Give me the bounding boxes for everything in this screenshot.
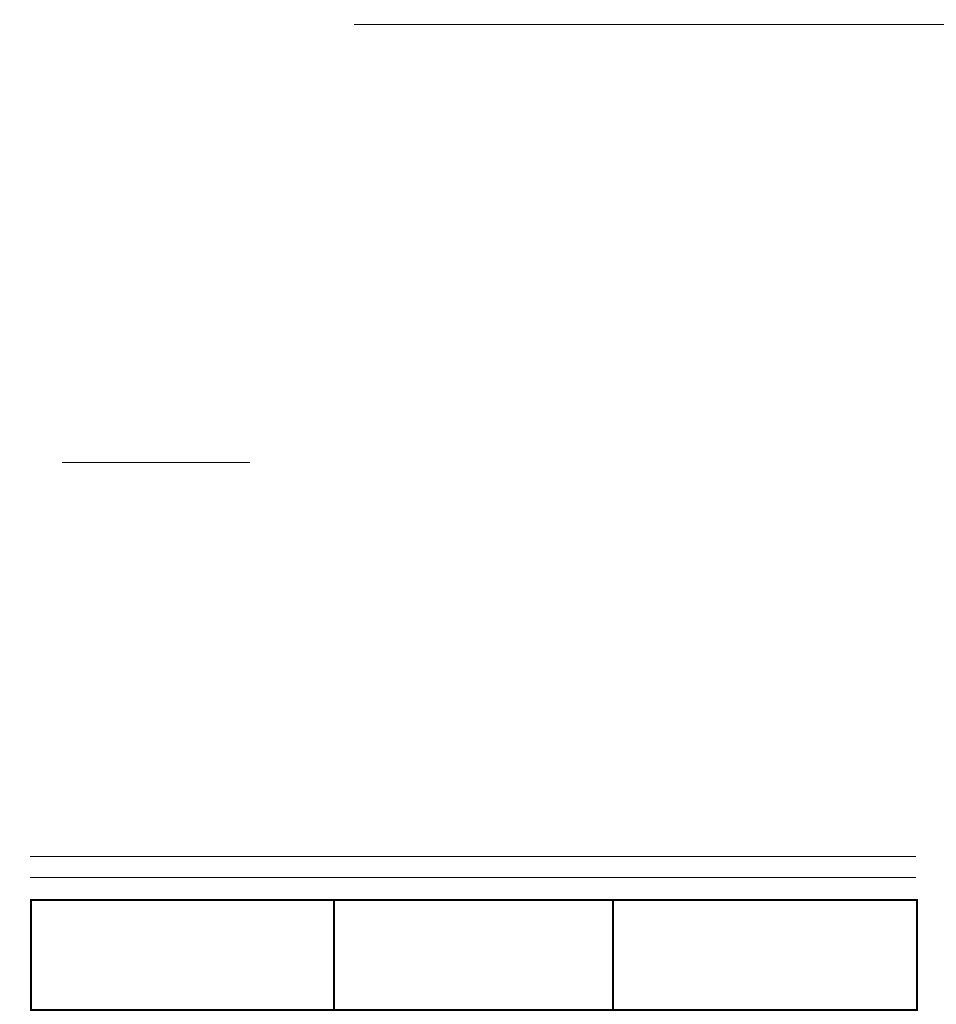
tube-underline	[62, 462, 250, 463]
vitals-line-chart	[354, 420, 920, 840]
fluid-top-line	[30, 856, 916, 857]
top-border	[354, 24, 944, 25]
events-divider-2	[612, 899, 614, 1009]
events-divider-1	[333, 899, 335, 1009]
fluid-mid-line	[30, 877, 916, 878]
events-box	[30, 899, 918, 1011]
